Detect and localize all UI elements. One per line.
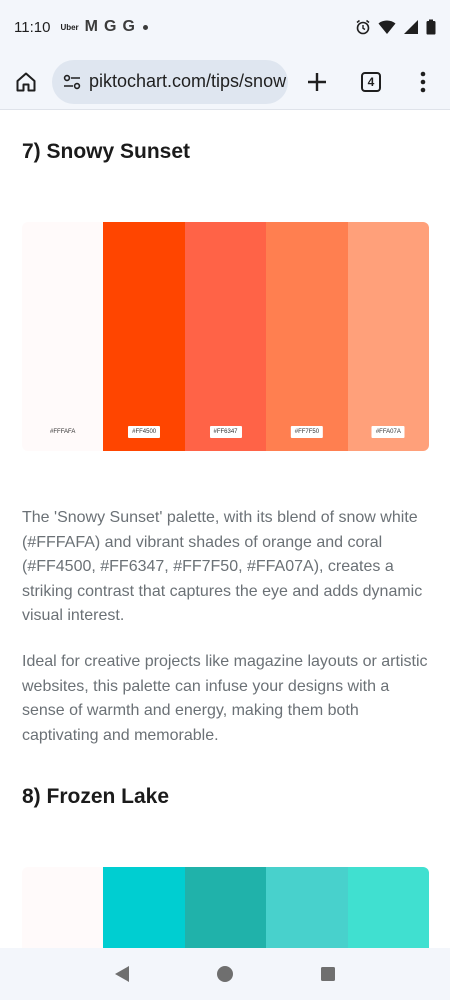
more-menu-button[interactable] — [396, 54, 450, 110]
gmail-notification-icon: M — [84, 18, 98, 35]
swatch-label: #FFA07A — [372, 426, 405, 438]
more-notifications-dot-icon — [143, 25, 148, 30]
paragraph: Ideal for creative projects like magazine layouts or artistic websites, this palette can infuse your designs with a sense of warmth and energy, making them both captivating and memorable. — [22, 653, 428, 744]
swatch — [185, 222, 266, 451]
swatch — [348, 222, 429, 451]
home-circle-icon — [216, 965, 234, 983]
palette-frozen-lake — [22, 867, 429, 948]
status-bar — [0, 0, 450, 54]
browser-toolbar — [0, 54, 450, 110]
back-triangle-icon — [114, 965, 130, 983]
tab-switcher-button[interactable] — [346, 54, 396, 110]
back-button[interactable] — [102, 954, 142, 994]
plus-icon — [306, 71, 328, 93]
tab-count: 4 — [361, 72, 381, 92]
swatch — [185, 867, 266, 948]
section-title-snowy-sunset: 7) Snowy Sunset — [22, 140, 191, 163]
wifi-icon — [378, 19, 396, 35]
swatch — [22, 867, 103, 948]
more-vert-icon — [420, 71, 426, 93]
google-notification-icon: G — [104, 18, 117, 35]
recents-square-icon — [320, 966, 336, 982]
swatch — [348, 867, 429, 948]
swatch-label: #FF4500 — [128, 426, 160, 438]
system-nav-bar — [0, 948, 450, 1000]
page-content[interactable] — [0, 110, 450, 948]
cell-signal-icon — [403, 19, 419, 35]
palette-snowy-sunset — [22, 222, 429, 451]
google-notification-icon-2: G — [122, 18, 135, 35]
swatch — [22, 222, 103, 451]
swatch — [103, 222, 184, 451]
address-bar[interactable] — [52, 60, 288, 104]
url-text: piktochart.com/tips/snow — [89, 71, 287, 91]
paragraph: The 'Snowy Sunset' palette, with its blend of snow white (#FFFAFA) and vibrant shades of orange and coral (#FF4500, #FF6347, #FF7F50, #FFA07A), creates a striking contrast that captures the eye and adds dynamic visual interest. — [22, 509, 423, 624]
recents-button[interactable] — [308, 954, 348, 994]
uber-notification-icon: Uber — [60, 22, 79, 32]
site-settings-icon[interactable] — [61, 71, 83, 93]
new-tab-button[interactable] — [288, 54, 346, 110]
home-icon — [14, 70, 38, 94]
swatch — [266, 867, 347, 948]
system-status-icons — [355, 19, 436, 35]
home-button[interactable] — [0, 54, 52, 110]
notification-icons — [60, 18, 147, 36]
swatch-label: #FF7F50 — [291, 426, 323, 438]
swatch-label: #FF6347 — [210, 426, 242, 438]
swatch-label: #FFFAFA — [50, 429, 76, 435]
alarm-icon — [355, 19, 371, 35]
section-title-frozen-lake: 8) Frozen Lake — [22, 785, 170, 808]
swatch — [266, 222, 347, 451]
home-nav-button[interactable] — [205, 954, 245, 994]
status-time: 11:10 — [14, 18, 51, 36]
battery-icon — [426, 19, 436, 35]
swatch — [103, 867, 184, 948]
